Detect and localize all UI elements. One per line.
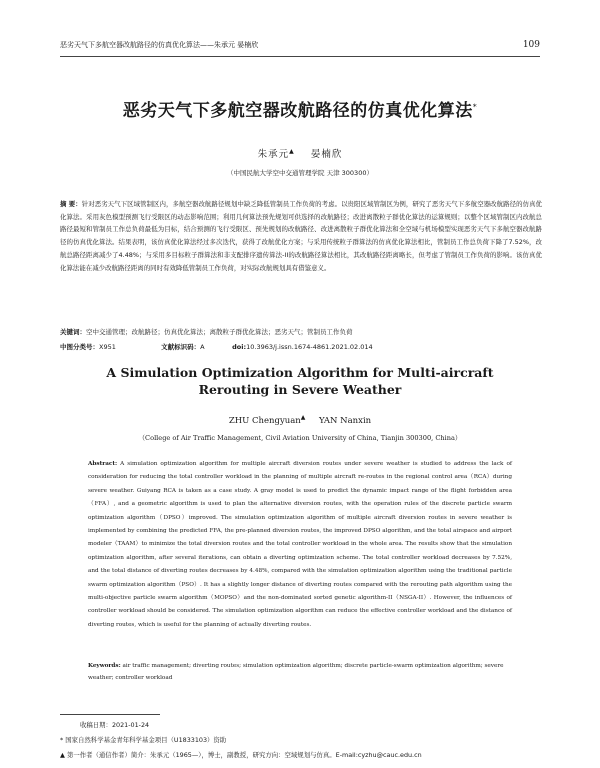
footnote-author: [60, 750, 542, 759]
zh-title: [40, 96, 560, 121]
zh-title-mark: *: [472, 102, 478, 112]
zh-keywords: [60, 327, 542, 336]
header-rule: [60, 56, 540, 57]
footnote-rule: [60, 714, 160, 715]
zh-abstract: [60, 198, 542, 274]
en-keywords-text: air traffic management; diverting routes; simulation optimization algorithm; discrete particle-swarm optimization algorithm; severe weather; controller workload: [88, 663, 504, 682]
zh-authors: [0, 146, 600, 160]
running-title: 恶劣天气下多航空器改航路径的仿真优化算法——朱承元 晏楠欣: [60, 41, 259, 49]
en-keywords-label: Keywords:: [88, 663, 121, 669]
en-authors: [0, 414, 600, 426]
footnote-fund: [60, 735, 542, 744]
doc-value: A: [200, 343, 205, 351]
zh-title-text: 恶劣天气下多航空器改航路径的仿真优化算法: [122, 101, 473, 121]
zh-keywords-label: 关键词：: [60, 328, 86, 336]
doc-label: 文献标识码：: [161, 343, 201, 351]
page-number: 109: [522, 40, 540, 50]
fund-text: 国家自然科学基金青年科学基金项目（U1833103）资助: [65, 736, 227, 744]
en-affiliation: （College of Air Traffic Management, Civil Aviation University of China, Tianjin 300300, China）: [138, 434, 462, 442]
author-info-mark: ▲: [60, 751, 65, 759]
zh-keywords-text: 空中交通管理；改航路径；仿真优化算法；离散粒子群优化算法；恶劣天气；管制员工作负荷: [86, 328, 353, 336]
class-label: 中图分类号：: [60, 343, 99, 351]
running-header: [60, 40, 540, 54]
en-keywords: [88, 660, 512, 684]
zh-author-mark: ▲: [289, 147, 295, 155]
en-author-mark: ▲: [300, 414, 306, 421]
class-value: X951: [99, 343, 116, 351]
en-title: A Simulation Optimization Algorithm for Multi-aircraft Rerouting in Severe Weather: [106, 365, 494, 397]
zh-abstract-label: 摘 要：: [60, 200, 82, 208]
author-info-text: 第一作者（通信作者）简介：朱承元（1965—），博士，副教授，研究方向：空域规划与仿真。E-mail:cyzhu@cauc.edu.cn: [66, 751, 422, 759]
fund-mark: *: [60, 736, 64, 744]
en-author-2: YAN Nanxin: [318, 415, 372, 426]
doi-label: doi:: [232, 343, 247, 351]
zh-classification: [60, 342, 542, 351]
doi-value: 10.3963/j.issn.1674-4861.2021.02.014: [246, 343, 373, 351]
zh-author-2: 晏楠欣: [310, 149, 343, 160]
en-author-1: ZHU Chengyuan: [228, 415, 301, 426]
zh-author-1: 朱承元: [257, 149, 290, 160]
footnote-received: 收稿日期：2021-01-24: [80, 721, 150, 729]
en-abstract-label: Abstract:: [88, 461, 118, 467]
en-abstract-text: A simulation optimization algorithm for multiple aircraft diversion routes under severe weather is studied to address the lack of consideration for reducing the total controller workload in the planning of multiple aircraft re-routes in the regional control area（RCA）during severe weather. Guiyang RCA is taken as a case study. A gray model is used to predict the dynamic impact range of the flight forbidden area（FFA）, and a geometric algorithm is used to plan the alternative diversion routes, with the operation rules of the discrete particle swarm optimization algorithm（DPSO）improved. The simulation optimization algorithm of multiple aircraft diversion routes in severe weather is implemented by combining the predicted FFA, the pre-planned diversion routes, the improved DPSO algorithm, and the total airspace and airport modeler（TAAM）to minimize the total diversion routes and the total controller workload in the whole area. The results show that the simulation optimization algorithm, after several iterations, can obtain a diverting optimization scheme. The total controller workload decreases by 7.52%, and the total distance of diverting routes decreases by 4.48%, compared with the simulation optimization algorithm using the traditional particle swarm optimization algorithm（PSO）. It has a slightly longer distance of diverting routes compared with the rerouting path algorithm using the multi-objective particle swarm algorithm（MOPSO）and the non-dominated sorted genetic algorithm-II（NSGA-II）. However, the influences of controller workload should be considered. The simulation optimization algorithm can reduce the effective controller workload and the distance of diverting routes, which is useful for the planning of actually diverting routes.: [88, 461, 512, 628]
zh-affiliation: （中国民航大学空中交通管理学院 天津 300300）: [227, 169, 373, 177]
zh-abstract-text: 针对恶劣天气下区域管制区内，多航空器改航路径规划中缺乏降低管制员工作负荷的考虑。以贵阳区域管制区为例，研究了恶劣天气下多航空器改航路径的仿真优化算法。采用灰色模型预测飞行受限区的动态影响范围；利用几何算法预先规划可供选择的改航路径；改进离散粒子群优化算法的运算规则；以整个区域管制区内改航总路径最短和管制员工作总负荷最低为目标，结合预测的飞行受限区、预先规划的改航路径、改进离散粒子群优化算法和全空域与机场模型实现恶劣天气下多航空器改航路径的仿真优化算法。结果表明，该仿真优化算法经过多次迭代，获得了改航优化方案；与采用传统粒子群算法的仿真优化算法相比，管制员工作总负荷下降了7.52%，改航总路径距离减少了4.48%；与采用多目标粒子群算法和非支配排序遗传算法-II的改航路径算法相比，其改航路径距离略长，但考虑了管制员工作负荷的影响。该仿真优化算法能在减少改航路径距离的同时有效降低管制员工作负荷，对实际改航规划具有借鉴意义。: [60, 200, 542, 272]
en-abstract: [88, 458, 512, 632]
